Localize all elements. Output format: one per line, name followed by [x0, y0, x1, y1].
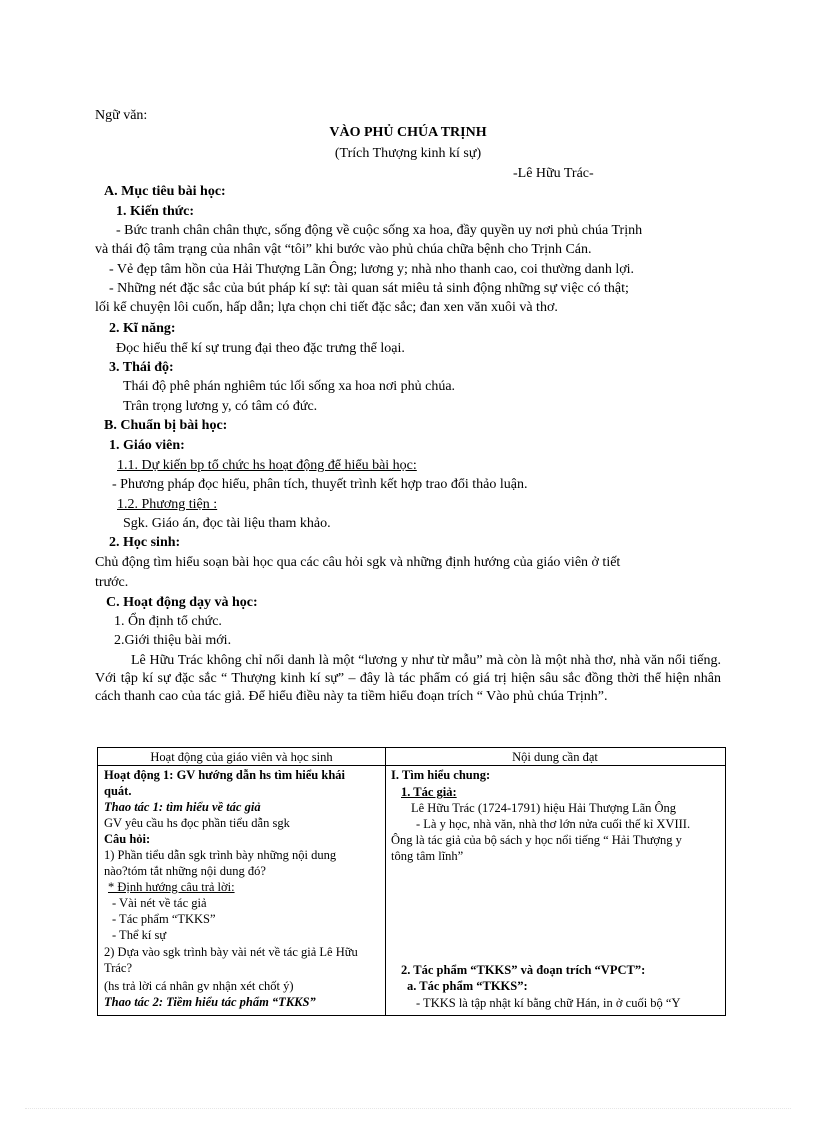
section-a2-heading: 2. Kĩ năng: — [109, 321, 176, 336]
table-cell-text: 1. Tác giả: — [401, 785, 457, 799]
paragraph: lối kể chuyện lôi cuốn, hấp dẫn; lựa chọn chi tiết đặc sắc; đan xen văn xuôi và thơ. — [95, 300, 558, 315]
section-b12-heading: 1.2. Phương tiện : — [117, 497, 218, 512]
section-a-heading: A. Mục tiêu bài học: — [104, 184, 226, 199]
table-cell-text: I. Tìm hiểu chung: — [391, 768, 491, 782]
table-cell-text: Lê Hữu Trác (1724-1791) hiệu Hải Thượng Lãn Ông — [411, 801, 677, 815]
table-cell-text: Hoạt động 1: GV hướng dẫn hs tìm hiểu khái — [104, 768, 345, 782]
section-b2-heading: 2. Học sinh: — [109, 535, 181, 550]
paragraph: và thái độ tâm trạng của nhân vật “tôi” khi bước vào phủ chúa chữa bệnh cho Trịnh Cán. — [95, 242, 592, 257]
intro-paragraph: Lê Hữu Trác không chỉ nổi danh là một “lương y như từ mẫu” mà còn là một nhà thơ, nhà văn nổi tiếng. Với tập kí sự đặc sắc “ Thượng kinh kí sự” – đây là tác phẩm có giá trị hiện sâu sắc đồng thời thể hiện nhân cách thanh cao của tác giả. Để hiểu điều này ta tiềm hiểu đoạn trích “ Vào phủ chúa Trịnh”. — [95, 653, 721, 704]
table-cell-text: GV yêu cầu hs đọc phần tiểu dẫn sgk — [104, 816, 290, 830]
table-divider — [385, 748, 386, 1015]
paragraph: Đọc hiểu thể kí sự trung đại theo đặc trưng thể loại. — [116, 341, 405, 356]
section-b11-heading: 1.1. Dự kiến bp tổ chức hs hoạt động để hiểu bài học: — [117, 458, 417, 473]
table-cell-text: 1) Phần tiểu dẫn sgk trình bày những nội dung — [104, 848, 337, 862]
table-cell-text: Thao tác 2: Tiềm hiểu tác phẩm “TKKS” — [104, 995, 316, 1009]
lesson-table — [97, 747, 726, 1016]
paragraph: - Những nét đặc sắc của bút pháp kí sự: tài quan sát miêu tả sinh động những sự việc có thật; — [109, 281, 629, 296]
table-cell-text: - Là y học, nhà văn, nhà thơ lớn nửa cuối thế kỉ XVIII. — [416, 817, 691, 831]
table-cell-text: nào?tóm tắt những nội dung đó? — [104, 864, 266, 878]
author: -Lê Hữu Trác- — [513, 166, 594, 181]
list-item: 1. Ổn định tổ chức. — [114, 614, 222, 629]
table-cell-text: (hs trả lời cá nhân gv nhận xét chốt ý) — [104, 979, 294, 993]
section-c-heading: C. Hoạt động dạy và học: — [106, 595, 258, 610]
paragraph: Sgk. Giáo án, đọc tài liệu tham khảo. — [123, 516, 331, 531]
table-cell-text: * Định hướng câu trả lời: — [108, 880, 235, 894]
table-cell-text: 2. Tác phẩm “TKKS” và đoạn trích “VPCT”: — [401, 963, 646, 977]
table-cell-text: 2) Dựa vào sgk trình bày vài nét về tác giả Lê Hữu — [104, 945, 358, 959]
table-cell-text: Thao tác 1: tìm hiểu về tác giả — [104, 800, 261, 814]
table-cell-text: - Tác phẩm “TKKS” — [112, 912, 216, 926]
paragraph: Chủ động tìm hiểu soạn bài học qua các câu hỏi sgk và những định hướng của giáo viên ở tiết — [95, 555, 621, 570]
paragraph: Thái độ phê phán nghiêm túc lối sống xa hoa nơi phủ chúa. — [123, 379, 456, 394]
table-cell-text: tông tâm lĩnh” — [391, 849, 464, 863]
table-cell-text: a. Tác phẩm “TKKS”: — [407, 979, 528, 993]
table-cell-text: - TKKS là tập nhật kí bằng chữ Hán, in ở cuối bộ “Y — [416, 996, 681, 1010]
section-b-heading: B. Chuẩn bị bài học: — [104, 418, 228, 433]
table-header: Hoạt động của giáo viên và học sinh — [150, 750, 333, 764]
table-cell-text: Ông là tác giả của bộ sách y học nổi tiếng “ Hải Thượng y — [391, 833, 682, 847]
section-b1-heading: 1. Giáo viên: — [109, 438, 185, 453]
page-subtitle: (Trích Thượng kinh kí sự) — [334, 146, 482, 161]
paragraph: - Phương pháp đọc hiểu, phân tích, thuyết trình kết hợp trao đổi thảo luận. — [112, 477, 528, 492]
page-border — [25, 1108, 791, 1109]
paragraph: - Vẻ đẹp tâm hồn của Hải Thượng Lãn Ông; lương y; nhà nho thanh cao, coi thường danh lợi. — [109, 262, 635, 277]
table-header: Nội dung cần đạt — [512, 750, 598, 764]
table-cell-text: Trác? — [104, 961, 133, 975]
section-a1-heading: 1. Kiến thức: — [116, 204, 195, 219]
table-cell-text: - Thể kí sự — [112, 928, 167, 942]
table-cell-text: quát. — [104, 784, 132, 798]
list-item: 2.Giới thiệu bài mới. — [114, 633, 232, 648]
table-cell-text: - Vài nét về tác giả — [112, 896, 207, 910]
paragraph: - Bức tranh chân chân thực, sống động về cuộc sống xa hoa, đầy quyền uy nơi phủ chúa Trịnh — [116, 223, 643, 238]
table-divider — [98, 765, 725, 766]
table-cell-text: Câu hỏi: — [104, 832, 151, 846]
subject-label: Ngữ văn: — [95, 108, 148, 123]
paragraph: Trân trọng lương y, có tâm có đức. — [123, 399, 318, 414]
page-title: VÀO PHỦ CHÚA TRỊNH — [329, 125, 487, 140]
paragraph: trước. — [95, 575, 129, 590]
section-a3-heading: 3. Thái độ: — [109, 360, 174, 375]
